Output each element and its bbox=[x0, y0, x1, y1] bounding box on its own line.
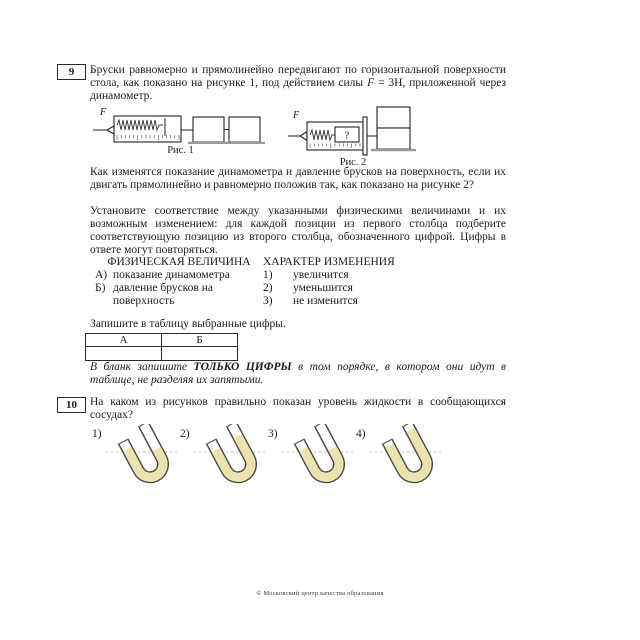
column2-header: ХАРАКТЕР ИЗМЕНЕНИЯ bbox=[263, 256, 395, 268]
option-1-key: 1) bbox=[263, 269, 273, 281]
block-2 bbox=[229, 117, 260, 142]
item-b-key: Б) bbox=[95, 282, 106, 294]
u-tube-figure bbox=[368, 424, 442, 500]
block-1 bbox=[193, 117, 224, 142]
option-1 bbox=[92, 424, 180, 508]
option-2-text: уменьшится bbox=[293, 282, 353, 294]
question-10-text: На каком из рисунков правильно показан уровень жидкости в сообщающихся сосудах? bbox=[90, 396, 506, 421]
hook-icon bbox=[107, 126, 114, 134]
item-b-text: давление брусков на поверхность bbox=[113, 282, 213, 307]
note-bold: ТОЛЬКО ЦИФРЫ bbox=[193, 361, 292, 373]
figure-1 bbox=[93, 106, 268, 156]
option-1-text: увеличится bbox=[293, 269, 349, 281]
intro-text-before-f: Бруски равномерно и прямолинейно передвигают по горизонтальной поверхности стола, как показано на рисунке 1, под действием силы bbox=[90, 64, 506, 89]
answer-header-a: А bbox=[86, 334, 162, 347]
hidden-reading: ? bbox=[344, 130, 350, 142]
option-3-key: 3) bbox=[263, 295, 273, 307]
u-tube-figure bbox=[192, 424, 266, 500]
dynamometer-stacked-blocks-figure bbox=[288, 104, 418, 156]
question-9-text: Как изменятся показание динамометра и давление брусков на поверхность, если их двигать прямолинейно и равномерно положив так, как показано на рисунке 2? bbox=[90, 166, 506, 191]
force-symbol: F bbox=[367, 77, 375, 89]
option-2 bbox=[180, 424, 268, 508]
question-9-intro bbox=[90, 64, 506, 103]
figure-1-caption: Рис. 1 bbox=[167, 145, 194, 156]
option-4 bbox=[356, 424, 444, 508]
option-1-label: 1) bbox=[92, 428, 102, 440]
page-footer: © Московский центр качества образования bbox=[256, 590, 384, 597]
liquid bbox=[385, 425, 432, 482]
note-part-1: В бланк запишите bbox=[90, 361, 194, 373]
option-2-key: 2) bbox=[263, 282, 273, 294]
question-9-number-box: 9 bbox=[57, 64, 86, 80]
question-10-number-box: 10 bbox=[57, 397, 86, 413]
option-3-text: не изменится bbox=[293, 295, 358, 307]
option-3 bbox=[268, 424, 356, 508]
note-part-2: в том порядке, в котором они идут в таблице, не разделяя их запятыми. bbox=[90, 361, 507, 386]
dynamometer-two-blocks-figure bbox=[93, 106, 268, 144]
force-label: F bbox=[293, 110, 300, 121]
u-tube-figure bbox=[280, 424, 354, 500]
hook-icon bbox=[300, 132, 307, 141]
column1-header: ФИЗИЧЕСКАЯ ВЕЛИЧИНА bbox=[107, 256, 251, 268]
force-label: F bbox=[100, 107, 107, 118]
question-10-options bbox=[92, 424, 512, 508]
answer-header-b: Б bbox=[162, 334, 238, 347]
item-a-text: показание динамометра bbox=[113, 269, 230, 281]
blank-note bbox=[90, 361, 506, 387]
table-instruction: Запишите в таблицу выбранные цифры. bbox=[90, 318, 286, 330]
figures-row bbox=[90, 104, 510, 168]
intro-text-after-f: = 3Н, приложенной через динамометр. bbox=[90, 77, 506, 102]
item-a-key: А) bbox=[95, 269, 108, 281]
block-bottom bbox=[377, 128, 410, 149]
answer-cell-b[interactable] bbox=[162, 347, 238, 361]
figure-2-caption: Рис. 2 bbox=[339, 157, 367, 168]
answer-cell-a[interactable] bbox=[86, 347, 162, 361]
u-tube-figure bbox=[104, 424, 178, 500]
figure-2 bbox=[288, 104, 418, 168]
option-4-label: 4) bbox=[356, 428, 366, 440]
option-2-label: 2) bbox=[180, 428, 190, 440]
answer-table bbox=[85, 333, 238, 361]
block-top bbox=[377, 107, 410, 128]
option-3-label: 3) bbox=[268, 428, 278, 440]
end-plate bbox=[363, 117, 367, 155]
question-9-instruction: Установите соответствие между указанными физическими величинами и их возможным изменением: для каждой позиции из первого столбца подберите соответствующую позицию из второго столбца, обозначенного цифрой. Цифры в ответе могут повторяться. bbox=[90, 205, 506, 256]
